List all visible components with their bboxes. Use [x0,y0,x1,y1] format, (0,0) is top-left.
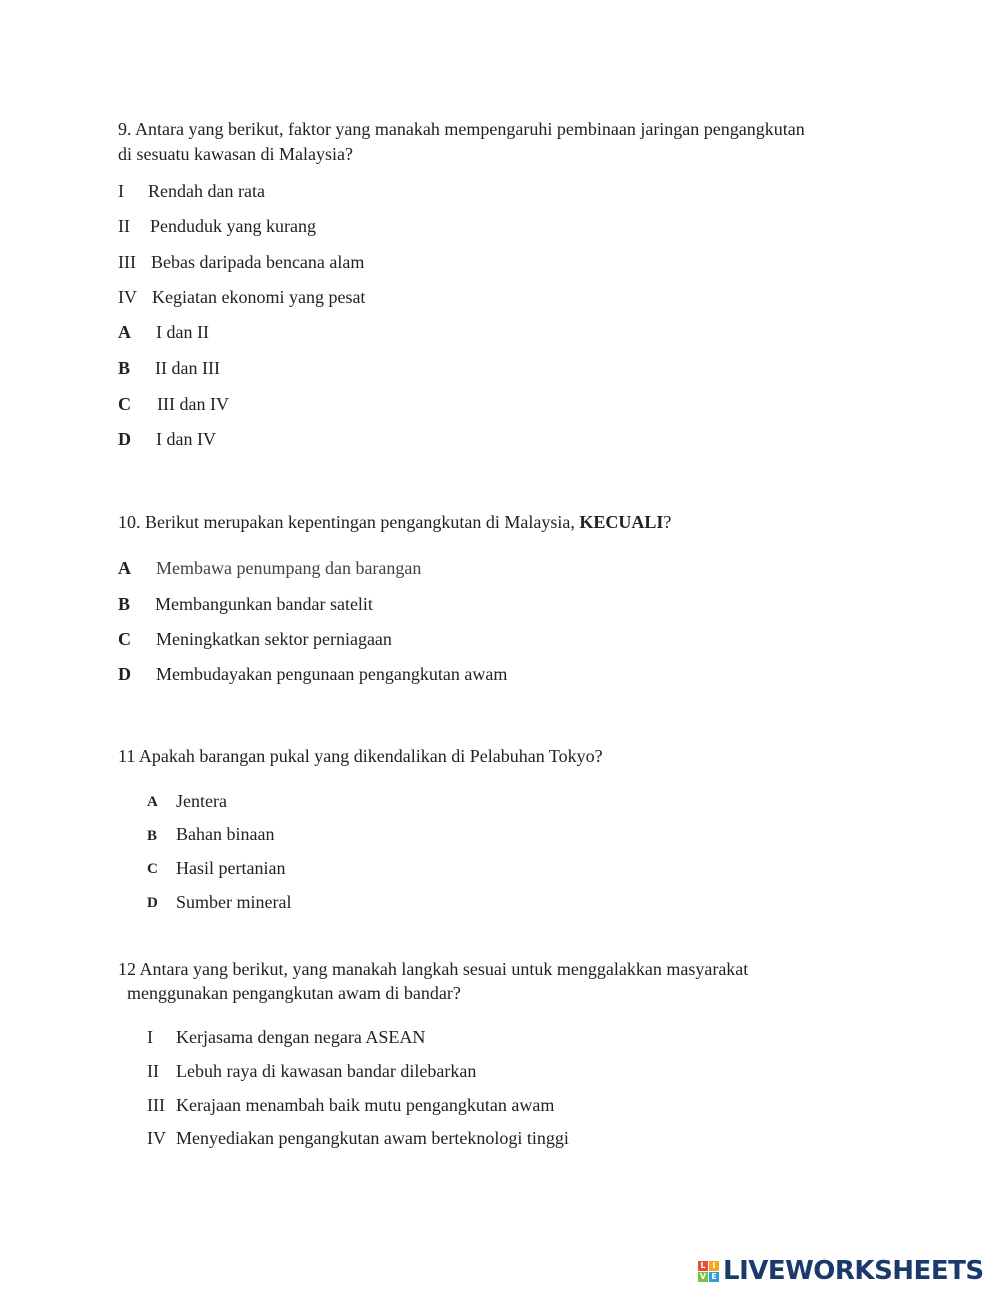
q10-stem-prefix: 10. Berikut merupakan kepentingan pengangkutan di Malaysia, [118,512,580,532]
q9-option-d-text[interactable]: I dan IV [156,429,216,449]
q11-option-b-letter: B [147,828,158,844]
q9-option-a-text[interactable]: I dan II [156,322,209,342]
logo-tile-e: E [709,1272,719,1282]
q12-stem-line2: menggunakan pengangkutan awam di bandar? [127,983,461,1003]
liveworksheets-wordmark: LIVEWORKSHEETS [723,1256,984,1286]
q12-statement-4-text: Menyediakan pengangkutan awam berteknologi tinggi [176,1128,569,1148]
q9-statement-2-num: II [118,216,130,236]
q12-statement-2-text: Lebuh raya di kawasan bandar dilebarkan [176,1061,477,1081]
q10-option-c-text[interactable]: Meningkatkan sektor perniagaan [156,629,392,649]
q10-stem-suffix: ? [663,512,672,532]
q9-statement-1-num: I [118,181,124,201]
q10-option-d-text[interactable]: Membudayakan pengunaan pengangkutan awam [156,664,508,684]
logo-tile-l: L [698,1261,708,1271]
q11-stem: 11 Apakah barangan pukal yang dikendalikan di Pelabuhan Tokyo? [118,746,603,766]
q12-statement-3-text: Kerajaan menambah baik mutu pengangkutan awam [176,1095,555,1115]
q12-statement-4-num: IV [147,1128,166,1148]
q12-statement-1-num: I [147,1027,153,1047]
q9-statement-3-text: Bebas daripada bencana alam [151,252,365,272]
q9-statement-4-text: Kegiatan ekonomi yang pesat [152,287,366,307]
q11-option-c-letter: C [147,861,158,877]
q11-option-d-text[interactable]: Sumber mineral [176,892,292,912]
q9-option-a-letter: A [118,322,131,342]
q10-stem [118,511,671,533]
q11-option-a-text[interactable]: Jentera [176,791,227,811]
q9-statement-4-num: IV [118,287,137,307]
q10-option-b-text[interactable]: Membangunkan bandar satelit [155,594,373,614]
q9-option-b-letter: B [118,358,131,378]
q9-statement-3-num: III [118,252,136,272]
liveworksheets-logo [698,1257,984,1285]
logo-tile-i: I [709,1261,719,1271]
q10-option-c-letter: C [118,629,131,649]
q9-stem-line1: 9. Antara yang berikut, faktor yang manakah mempengaruhi pembinaan jaringan pengangkutan [118,119,805,139]
q9-option-d-letter: D [118,429,131,449]
q12-statement-3-num: III [147,1095,165,1115]
q10-stem-emphasis: KECUALI [579,512,664,532]
q9-option-b-text[interactable]: II dan III [155,358,220,378]
logo-tile-v: V [699,1271,707,1281]
q11-option-a-letter: A [147,794,158,810]
q9-option-c-text[interactable]: III dan IV [157,394,229,414]
liveworksheets-logo-icon [698,1261,719,1282]
q11-option-d-letter: D [147,895,158,911]
q12-stem-line1: 12 Antara yang berikut, yang manakah langkah sesuai untuk menggalakkan masyarakat [118,959,749,979]
q10-option-d-letter: D [118,664,131,684]
q10-option-a-letter: A [118,558,131,578]
q9-statement-2-text: Penduduk yang kurang [150,216,316,236]
q10-option-b-letter: B [118,594,131,614]
q12-statement-2-num: II [147,1061,159,1081]
q11-option-c-text[interactable]: Hasil pertanian [176,858,286,878]
q12-statement-1-text: Kerjasama dengan negara ASEAN [176,1027,426,1047]
q9-option-c-letter: C [118,394,131,414]
q11-option-b-text[interactable]: Bahan binaan [176,824,275,844]
q10-option-a-text[interactable]: Membawa penumpang dan barangan [156,558,422,578]
q9-stem-line2: di sesuatu kawasan di Malaysia? [118,144,353,164]
q9-statement-1-text: Rendah dan rata [148,181,265,201]
